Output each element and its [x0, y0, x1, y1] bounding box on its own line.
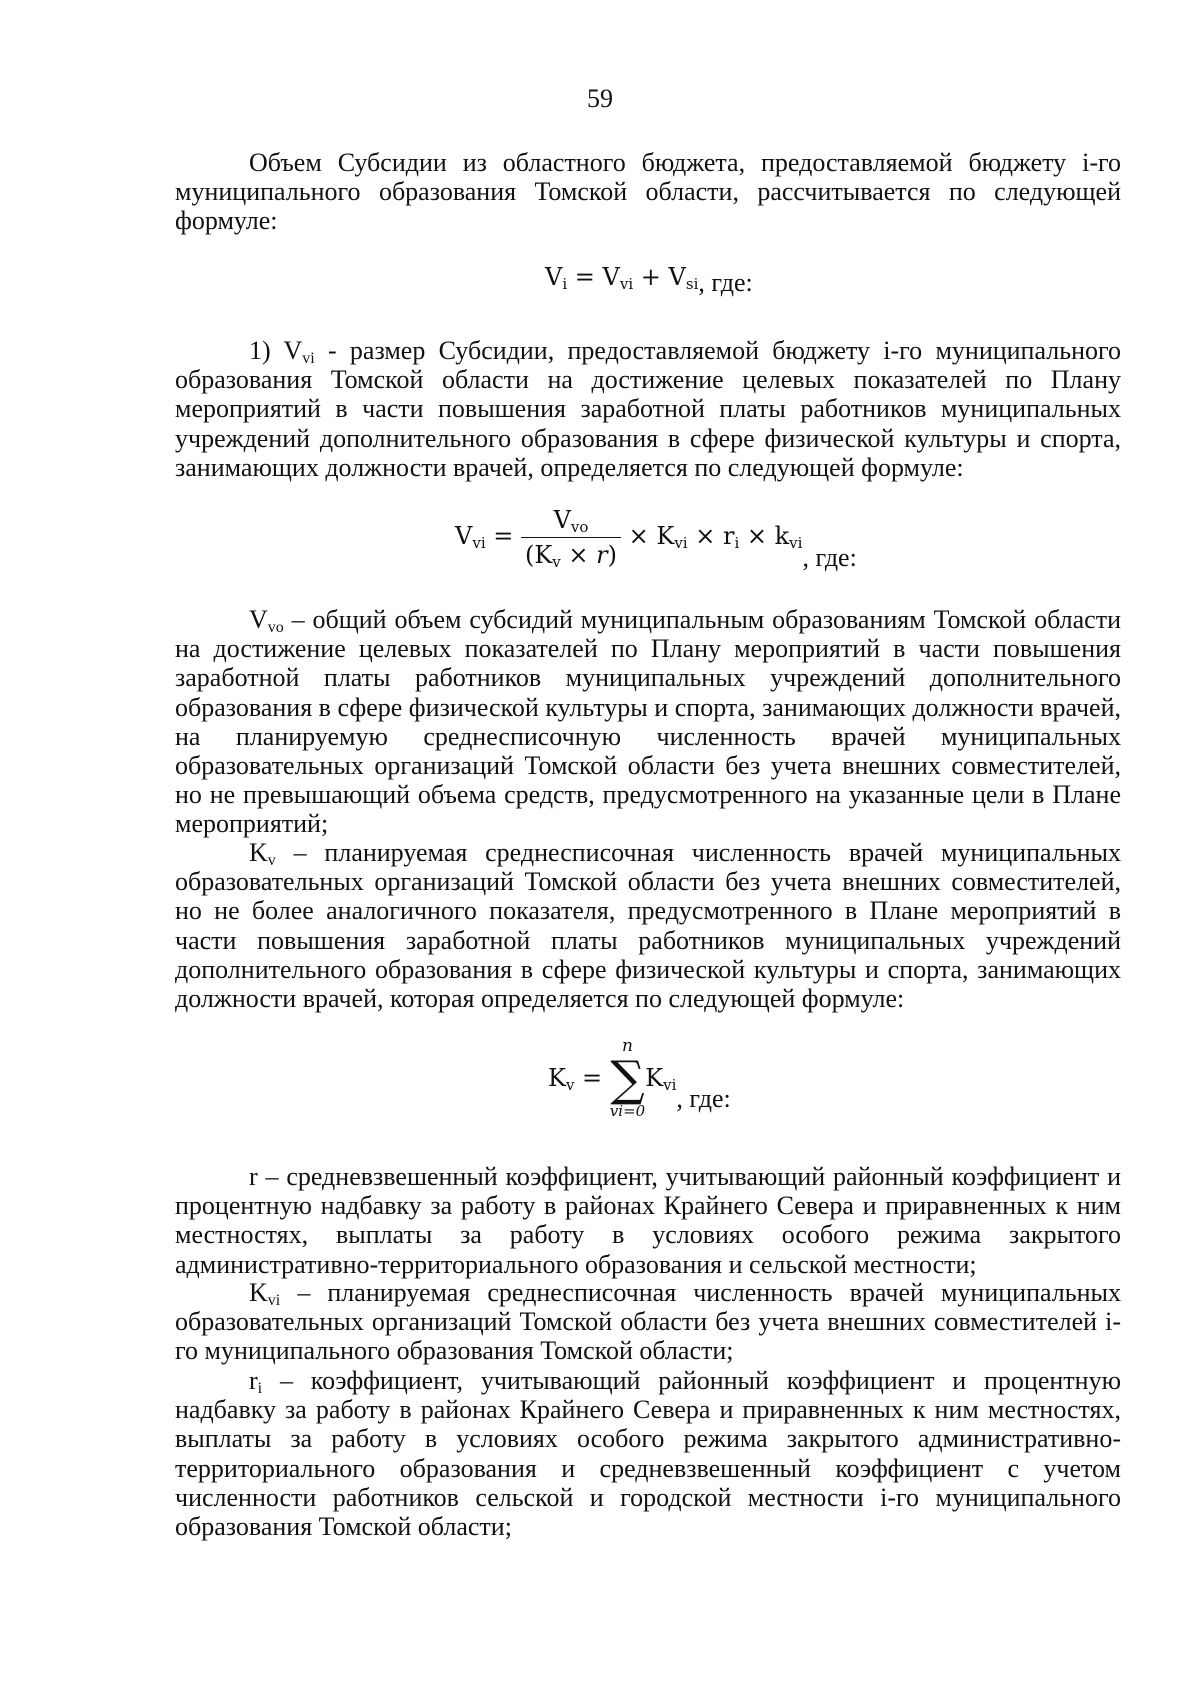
item-1-paragraph: 1) $V_{vi}$ - размер Субсидии, предоставляемой бюджету i-го муниципального образования Томской области на достижение целевых показателей по Плану мероприятий в части повышения заработной платы работников муниципальных учреждений дополнительного образования в сфере физической культуры и спорта, занимающих должности врачей, определяется по следующей формуле:: [175, 336, 1122, 482]
formula-v-vi: $V_{vi}$ = $\frac{V_{vo}}{(K_v \times r)}$ × $K_{vi} \times r_i \times k_{vi}$, где:: [455, 506, 857, 572]
fraction: $\frac{V_{vo}}{(K_v \times r)}$: [521, 505, 621, 570]
formula-v-i: $V_i = V_{vi} + V_{si}$, где:: [545, 263, 753, 297]
definition-r-i: $r_i$ – коэффициент, учитывающий районный коэффициент и процентную надбавку за работу в районах Крайнего Севера и приравненных к ним местностях, выплаты за работу в условиях особого режима закрытого административно-территориального образования и средневзвешенный коэффициент с учетом численности работников сельской и городской местности i-го муниципального образования Томской области;: [175, 1366, 1121, 1542]
definition-k-vi: $K_{vi}$ – планируемая среднесписочная численность врачей муниципальных образовательных организаций Томской области без учета внешних совместителей i-го муниципального образования Томской области;: [175, 1278, 1121, 1366]
definition-k-v: $K_v$ – планируемая среднесписочная численность врачей муниципальных образовательных организаций Томской области без учета внешних совместителей, но не более аналогичного показателя, предусмотренного в Плане мероприятий в части повышения заработной платы работников муниципальных учреждений дополнительного образования в сфере физической культуры и спорта, занимающих должности врачей, которая определяется по следующей формуле:: [175, 838, 1121, 1014]
definition-v-vo: $V_{vo}$ – общий объем субсидий муниципальным образованиям Томской области на достижение целевых показателей по Плану мероприятий в части повышения заработной платы работников муниципальных учреждений дополнительного образования в сфере физической культуры и спорта, занимающих должности врачей, на планируемую среднесписочную численность врачей муниципальных образовательных организаций Томской области без учета внешних совместителей, но не превышающий объема средств, предусмотренного на указанные цели в Плане мероприятий;: [175, 605, 1121, 839]
intro-paragraph: Объем Субсидии из областного бюджета, предоставляемой бюджету i-го муниципального образования Томской области, рассчитывается по следующей формуле:: [175, 148, 1121, 236]
definition-r: r – средневзвешенный коэффициент, учитывающий районный коэффициент и процентную надбавку за работу в районах Крайнего Севера и приравненных к ним местностях, выплаты за работу в условиях особого режима закрытого административно-территориального образования и сельской местности;: [175, 1162, 1121, 1279]
formula-k-v: $K_v$ = n ∑ vi=0 $K_{vi}$, где:: [548, 1036, 731, 1120]
sigma-sum: n ∑ vi=0: [609, 1036, 646, 1120]
page-number: 59: [587, 84, 613, 113]
